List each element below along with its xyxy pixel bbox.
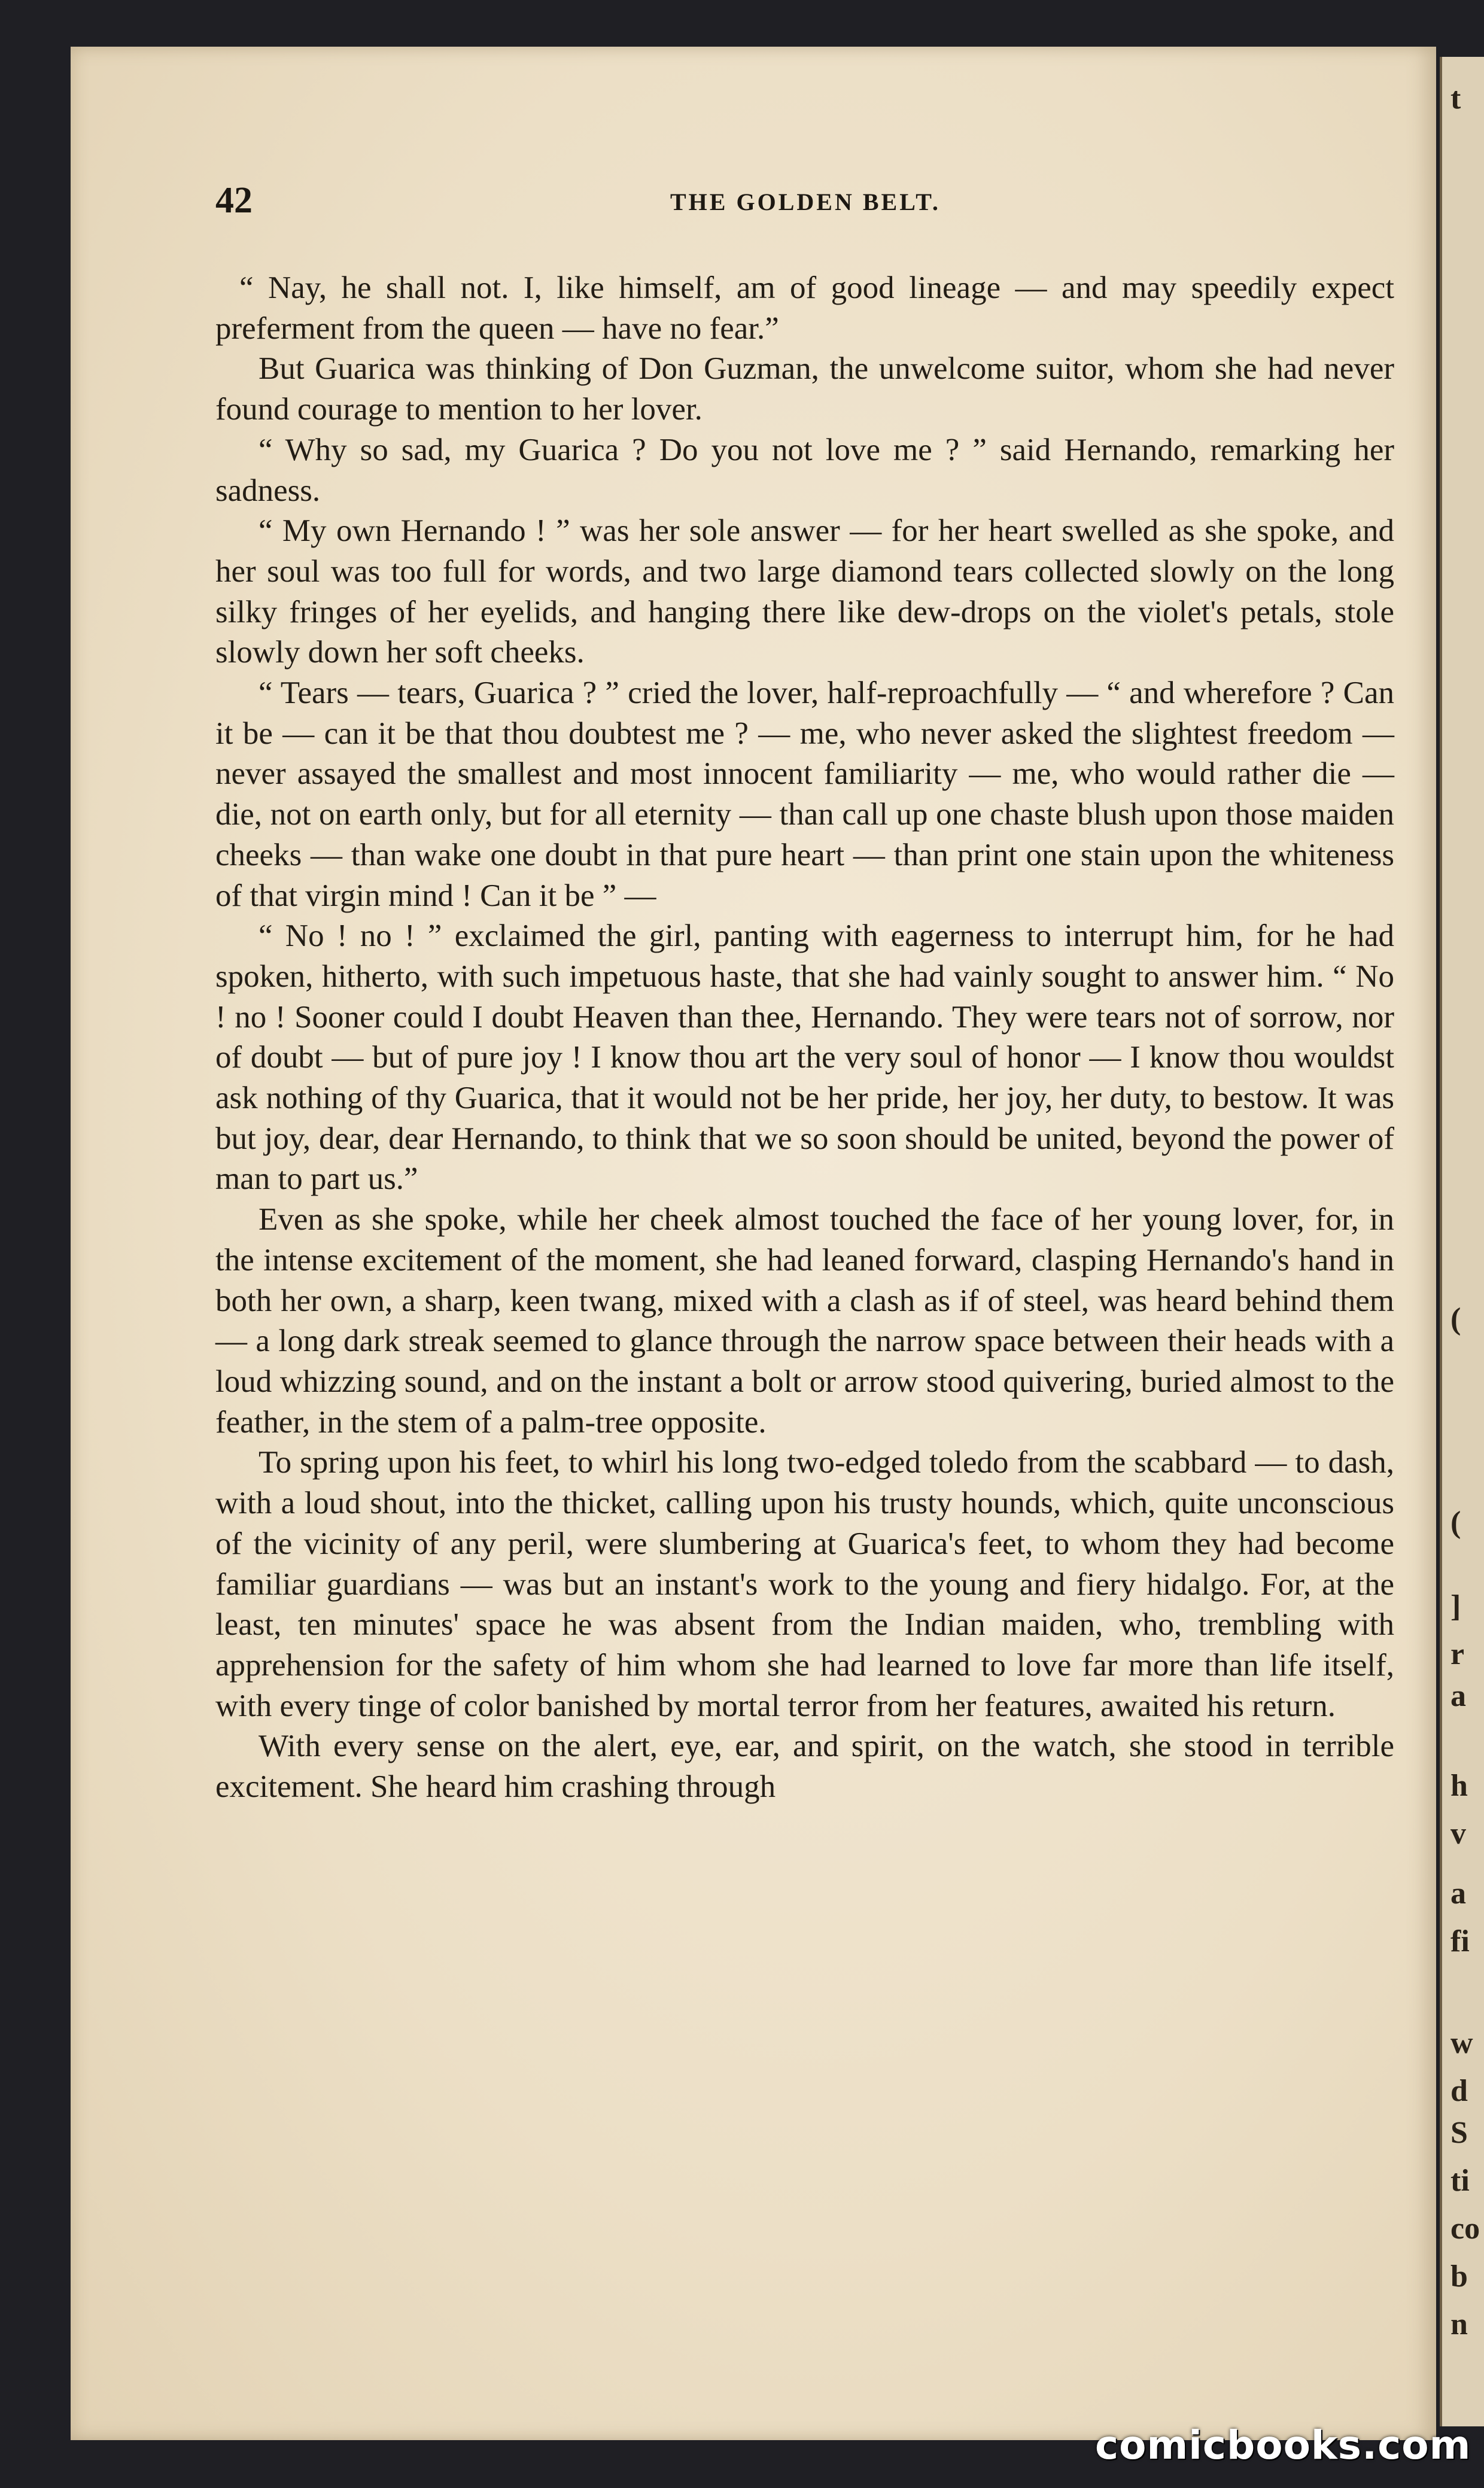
page-header bbox=[215, 180, 1394, 227]
next-page-fragment: ( bbox=[1450, 1302, 1461, 1336]
paragraph: “ No ! no ! ” exclaimed the girl, panting with eagerness to interrupt him, for he had spoken, hitherto, with such impetuous haste, that she had vainly sought to answer him. “ No ! no ! Sooner could I doubt Heaven than thee, Hernando. They were tears not of sorrow, nor of doubt — but of pure joy ! I know thou art the very soul of honor — I know thou wouldst ask nothing of thy Guarica, that it would not be her pride, her joy, her duty, to bestow. It was but joy, dear, dear Hernando, to think that we so soon should be united, beyond the power of man to part us.” bbox=[215, 918, 1394, 1197]
next-page-fragment: v bbox=[1450, 1817, 1466, 1851]
next-page-fragment: a bbox=[1450, 1876, 1466, 1911]
next-page-fragment: ti bbox=[1450, 2164, 1470, 2198]
body-text bbox=[215, 268, 1394, 1808]
paragraph: Even as she spoke, while her cheek almost touched the face of her young lover, for, in the intense excitement of the moment, she had leaned forward, clasping Hernando's hand in both her own, a sharp, keen twang, mixed with a clash as if of steel, was heard behind them — a long dark streak seemed to glance through the narrow space between their heads with a loud whizzing sound, and on the instant a bolt or arrow stood quivering, buried almost to the feather, in the stem of a palm-tree opposite. bbox=[215, 1202, 1394, 1440]
next-page-fragment: S bbox=[1450, 2116, 1468, 2150]
next-page-fragment: n bbox=[1450, 2307, 1468, 2341]
paragraph: But Guarica was thinking of Don Guzman, the unwelcome suitor, whom she had never found courage to mention to her lover. bbox=[215, 351, 1394, 427]
next-page-fragment: w bbox=[1450, 2026, 1473, 2060]
paragraph: To spring upon his feet, to whirl his long two-edged toledo from the scabbard — to dash, with a loud shout, into the thicket, calling upon his trusty hounds, which, quite unconscious of the vicinity of any peril, were slumbering at Guarica's feet, to whom they had become familiar guardians — was but an instant's work to the young and fiery hidalgo. For, at the least, ten minutes' space he was absent from the Indian maiden, who, trembling with apprehension for the safety of him whom she had learned to love far more than life itself, with every tinge of color banished by mortal terror from her features, awaited his return. bbox=[215, 1445, 1394, 1723]
paragraph: “ Why so sad, my Guarica ? Do you not love me ? ” said Hernando, remarking her sadness. bbox=[215, 432, 1394, 508]
next-page-fragment: a bbox=[1450, 1679, 1466, 1713]
running-title: THE GOLDEN BELT. bbox=[670, 188, 941, 215]
watermark: comicbooks.com bbox=[1095, 2422, 1471, 2468]
next-page-fragment: h bbox=[1450, 1769, 1468, 1803]
next-page-fragment: t bbox=[1450, 81, 1461, 115]
next-page-fragment: ( bbox=[1450, 1505, 1461, 1540]
paragraph: “ Tears — tears, Guarica ? ” cried the lover, half-reproachfully — “ and wherefore ? Can it be — can it be that thou doubtest me ? — me, who never asked the slightest freedom — never assayed the smallest and most innocent familiarity — me, who would rather die — die, not on earth only, but for all eternity — than call up one chaste blush upon those maiden cheeks — than wake one doubt in that pure heart — than print one stain upon the whiteness of that virgin mind ! Can it be ” — bbox=[215, 676, 1394, 913]
next-page-fragment: r bbox=[1450, 1637, 1465, 1671]
page-number: 42 bbox=[215, 180, 253, 221]
next-page-fragment: b bbox=[1450, 2259, 1468, 2294]
next-page-fragment: fi bbox=[1450, 1924, 1470, 1958]
adjacent-page-edge bbox=[1440, 57, 1484, 2426]
paragraph: “ Nay, he shall not. I, like himself, am of good lineage — and may speedily expect preferment from the queen — have no fear.” bbox=[215, 270, 1394, 346]
next-page-fragment: co bbox=[1450, 2212, 1480, 2246]
next-page-fragment: ] bbox=[1450, 1589, 1461, 1623]
paragraph: With every sense on the alert, eye, ear, and spirit, on the watch, she stood in terrible excitement. She heard him crashing through bbox=[215, 1729, 1394, 1805]
paragraph: “ My own Hernando ! ” was her sole answer — for her heart swelled as she spoke, and her soul was too full for words, and two large diamond tears collected slowly on the long silky fringes of her eyelids, and hanging there like dew-drops on the violet's petals, stole slowly down her soft cheeks. bbox=[215, 513, 1394, 670]
next-page-fragment: d bbox=[1450, 2074, 1468, 2108]
